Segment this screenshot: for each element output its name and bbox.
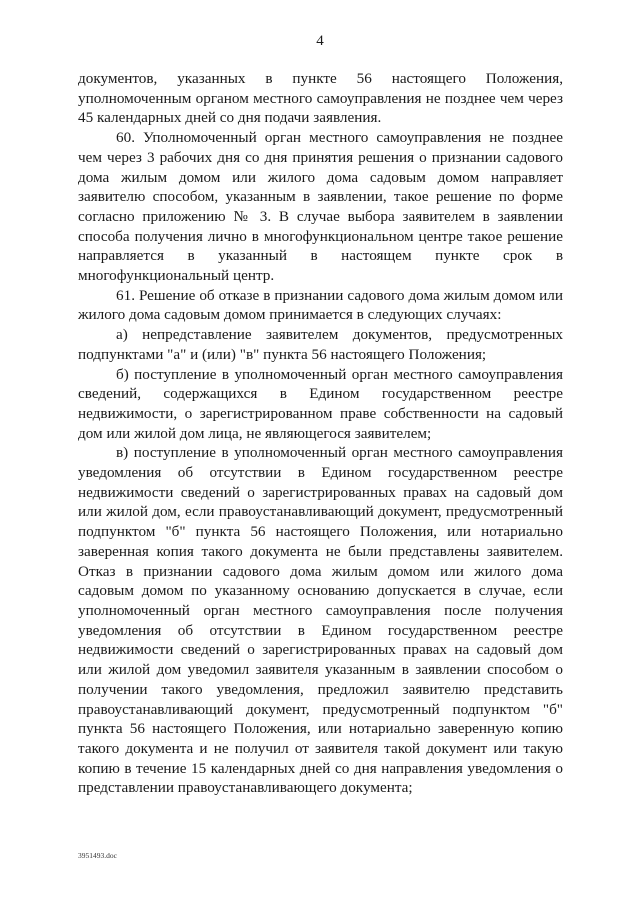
page-number: 4 <box>316 33 324 49</box>
subparagraph-v: в) поступление в уполномоченный орган местного самоуправления уведомления об отсутствии в Едином государственном реестре недвижимости сведений о зарегистрированных правах на садовый дом или жилой дом, если правоустанавливающий документ, предусмотренный подпунктом "б" пункта 56 настоящего Положения, или нотариально заверенная копия такого документа не были представлены заявителем. Отказ в признании садового дома жилым домом или жилого дома садовым домом по указанному основанию допускается в случае, если уполномоченный орган местного самоуправления после получения уведомления об отсутствии в Едином государственном реестре недвижимости сведений о зарегистрированных правах на садовый дом или жилой дом уведомил заявителя указанным в заявлении способом о получении такого уведомления, предложил заявителю представить правоустанавливающий документ, предусмотренный подпунктом "б" пункта 56 настоящего Положения, или нотариально заверенную копию такого документа и не получил от заявителя такой документ или такую копию в течение 15 календарных дней со дня направления уведомления о представлении правоустанавливающего документа; <box>78 444 563 797</box>
subparagraph-b: б) поступление в уполномоченный орган местного самоуправления сведений, содержащихся в Едином государственном реестре недвижимости, о зарегистрированном праве собственности на садовый дом или жилой дом лица, не являющегося заявителем; <box>78 365 563 442</box>
paragraph-60: 60. Уполномоченный орган местного самоуправления не позднее чем через 3 рабочих дня со дня принятия решения о признании садового дома жилым домом или жилого дома садовым домом направляет заявителю способом, указанным в заявлении, такое решение по форме согласно приложению № 3. В случае выбора заявителем в заявлении способа получения лично в многофункциональном центре такое решение направляется в указанный в настоящем пункте срок в многофункциональный центр. <box>78 129 563 285</box>
document-body <box>78 69 563 798</box>
subparagraph-a: а) непредставление заявителем документов, предусмотренных подпунктами "а" и (или) "в" пункта 56 настоящего Положения; <box>78 326 563 363</box>
paragraph-61: 61. Решение об отказе в признании садового дома жилым домом или жилого дома садовым домом принимается в следующих случаях: <box>78 286 563 324</box>
paragraph-continuation: документов, указанных в пункте 56 настоящего Положения, уполномоченным органом местного самоуправления не позднее чем через 45 календарных дней со дня подачи заявления. <box>78 70 563 127</box>
file-name-footer: 3951493.doc <box>78 851 117 860</box>
